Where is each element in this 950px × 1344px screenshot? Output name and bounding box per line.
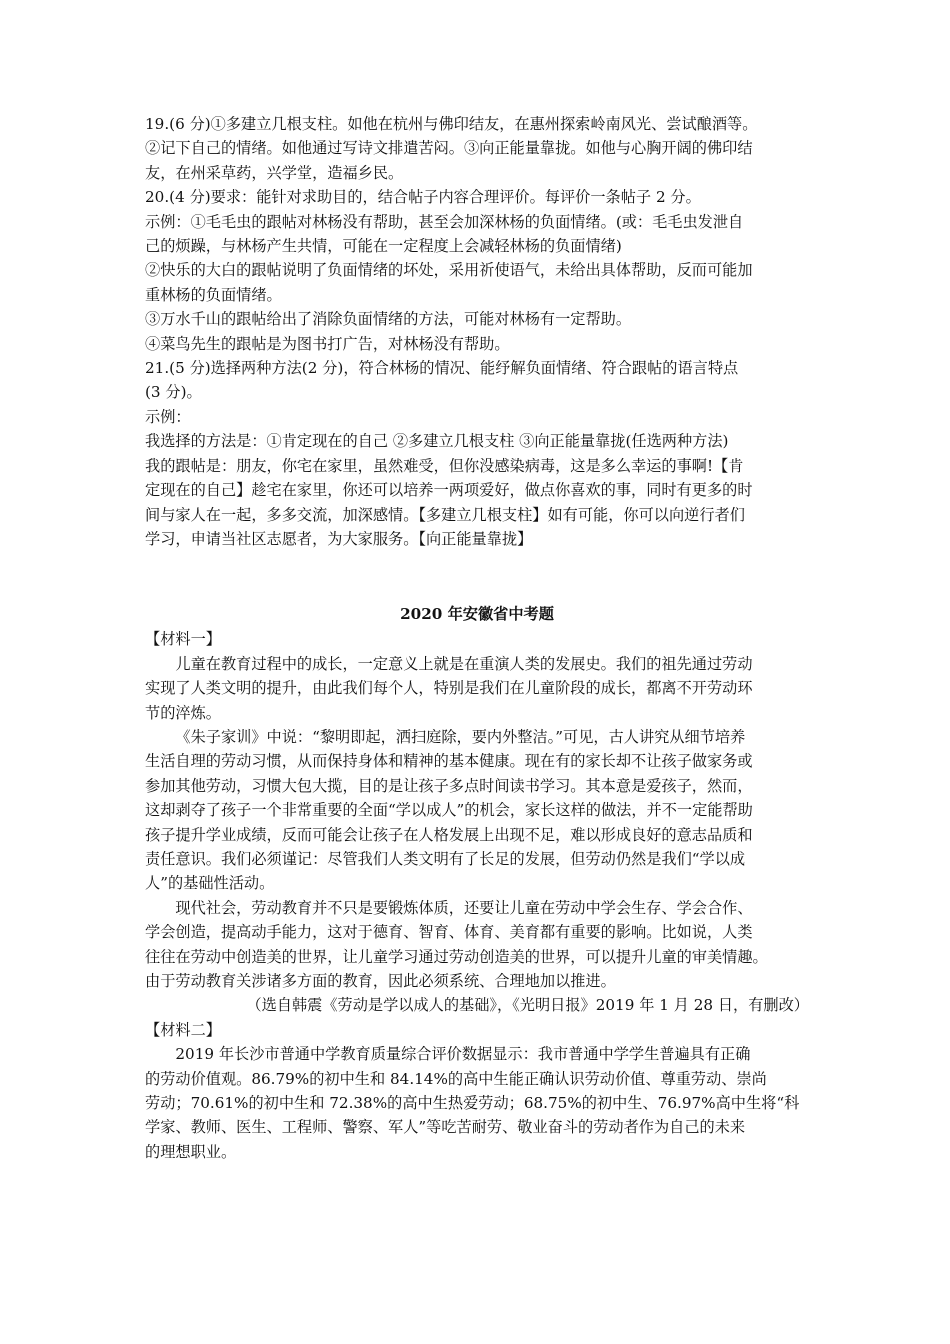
material-2-line-5: 的理想职业。 bbox=[145, 1142, 237, 1161]
q20-item-3: ③万水千山的跟帖给出了消除负面情绪的方法，可能对林杨有一定帮助。 bbox=[145, 310, 631, 329]
exam-title: 2020 年安徽省中考题 bbox=[400, 605, 554, 624]
material-1-paragraph-2-line-4: 这却剥夺了孩子一个非常重要的全面“学以成人”的机会，家长这样的做法，并不一定能帮助 bbox=[145, 801, 753, 820]
section-gap bbox=[145, 551, 809, 601]
material-1-paragraph-2-line-2: 生活自理的劳动习惯，从而保持身体和精神的基本健康。现在有的家长却不让孩子做家务或 bbox=[145, 752, 753, 771]
q21-answer-line-1: 21.(5 分)选择两种方法(2 分)，符合林杨的情况、能纾解负面情绪、符合跟帖的语言特点 bbox=[145, 359, 739, 378]
q20-item-2-line-2: 重林杨的负面情绪。 bbox=[145, 285, 282, 304]
document-page bbox=[145, 112, 809, 1164]
material-1-paragraph-2-line-7: 人”的基础性活动。 bbox=[145, 874, 275, 893]
material-1-paragraph-1-line-2: 实现了人类文明的提升，由此我们每个人，特别是我们在儿童阶段的成长，都离不开劳动环 bbox=[145, 679, 753, 698]
material-2-line-1: 2019 年长沙市普通中学教育质量综合评价数据显示：我市普通中学学生普遍具有正确 bbox=[175, 1045, 751, 1064]
q21-post-line-2: 定现在的自己】趁宅在家里，你还可以培养一两项爱好，做点你喜欢的事，同时有更多的时 bbox=[145, 481, 753, 500]
material-1-paragraph-2-line-6: 责任意识。我们必须谨记：尽管我们人类文明有了长足的发展，但劳动仍然是我们“学以成 bbox=[145, 849, 746, 868]
material-1-paragraph-1-line-3: 节的淬炼。 bbox=[145, 703, 221, 722]
answer-section bbox=[145, 112, 809, 551]
material-2-line-3: 劳动；70.61%的初中生和 72.38%的高中生热爱劳动；68.75%的初中生、76.97%高中生将“科 bbox=[145, 1094, 800, 1113]
q21-answer-line-2: (3 分)。 bbox=[145, 383, 202, 402]
material-1-paragraph-2-line-3: 参加其他劳动，习惯大包大揽，目的是让孩子多点时间读书学习。其本意是爱孩子，然而， bbox=[145, 776, 753, 795]
q21-post-line-1: 我的跟帖是：朋友，你宅在家里，虽然难受，但你没感染病毒，这是多么幸运的事啊!【肯 bbox=[145, 456, 744, 475]
material-1-source: （选自韩震《劳动是学以成人的基础》，《光明日报》2019 年 1 月 28 日，有删改） bbox=[246, 996, 809, 1015]
q19-answer-line-3: 友，在州采草药，兴学堂，造福乡民。 bbox=[145, 163, 404, 182]
material-1-paragraph-3-line-3: 往往在劳动中创造美的世界，让儿童学习通过劳动创造美的世界，可以提升儿童的审美情趣。 bbox=[145, 947, 768, 966]
material-1-paragraph-2-line-1: 《朱子家训》中说：“黎明即起，洒扫庭除，要内外整洁。”可见，古人讲究从细节培养 bbox=[175, 727, 746, 746]
q20-example-line-1: 示例：①毛毛虫的跟帖对林杨没有帮助，甚至会加深林杨的负面情绪。(或：毛毛虫发泄自 bbox=[145, 212, 744, 231]
q21-method-line: 我选择的方法是：①肯定现在的自己 ②多建立几根支柱 ③向正能量靠拢(任选两种方法) bbox=[145, 432, 729, 451]
material-1-paragraph-3-line-1: 现代社会，劳动教育并不只是要锻炼体质，还要让儿童在劳动中学会生存、学会合作、 bbox=[175, 898, 753, 917]
q21-example-label: 示例： bbox=[145, 407, 191, 426]
exam-section bbox=[145, 601, 809, 1164]
q19-answer-line-2: ②记下自己的情绪。如他通过写诗文排遣苦闷。③向正能量靠拢。如他与心胸开阔的佛印结 bbox=[145, 139, 753, 158]
material-2-line-2: 的劳动价值观。86.79%的初中生和 84.14%的高中生能正确认识劳动价值、尊重劳动、崇尚 bbox=[145, 1069, 767, 1088]
q20-example-line-2: 己的烦躁，与林杨产生共情，可能在一定程度上会减轻林杨的负面情绪) bbox=[145, 237, 622, 256]
q20-item-2-line-1: ②快乐的大白的跟帖说明了负面情绪的坏处，采用祈使语气，未给出具体帮助，反而可能加 bbox=[145, 261, 753, 280]
material-2-label: 【材料二】 bbox=[145, 1020, 221, 1039]
q20-item-4: ④菜鸟先生的跟帖是为图书打广告，对林杨没有帮助。 bbox=[145, 334, 510, 353]
q21-post-line-3: 间与家人在一起，多多交流，加深感情。【多建立几根支柱】如有可能，你可以向逆行者们 bbox=[145, 505, 745, 524]
material-1-paragraph-1-line-1: 儿童在教育过程中的成长，一定意义上就是在重演人类的发展史。我们的祖先通过劳动 bbox=[175, 654, 753, 673]
material-1-label: 【材料一】 bbox=[145, 630, 221, 649]
q20-answer-line-1: 20.(4 分)要求：能针对求助目的，结合帖子内容合理评价。每评价一条帖子 2 分。 bbox=[145, 188, 701, 207]
q19-answer-line-1: 19.(6 分)①多建立几根支柱。如他在杭州与佛印结友，在惠州探索岭南风光、尝试酿酒等。 bbox=[145, 115, 758, 133]
material-1-paragraph-3-line-4: 由于劳动教育关涉诸多方面的教育，因此必须系统、合理地加以推进。 bbox=[145, 972, 616, 990]
material-2-line-4: 学家、教师、医生、工程师、警察、军人”等吃苦耐劳、敬业奋斗的劳动者作为自己的未来 bbox=[145, 1118, 746, 1137]
material-1-paragraph-2-line-5: 孩子提升学业成绩，反而可能会让孩子在人格发展上出现不足，难以形成良好的意志品质和 bbox=[145, 825, 753, 844]
q21-post-line-4: 学习，申请当社区志愿者，为大家服务。【向正能量靠拢】 bbox=[145, 529, 533, 548]
material-1-paragraph-3-line-2: 学会创造，提高动手能力，这对于德育、智育、体育、美育都有重要的影响。比如说，人类 bbox=[145, 923, 753, 942]
